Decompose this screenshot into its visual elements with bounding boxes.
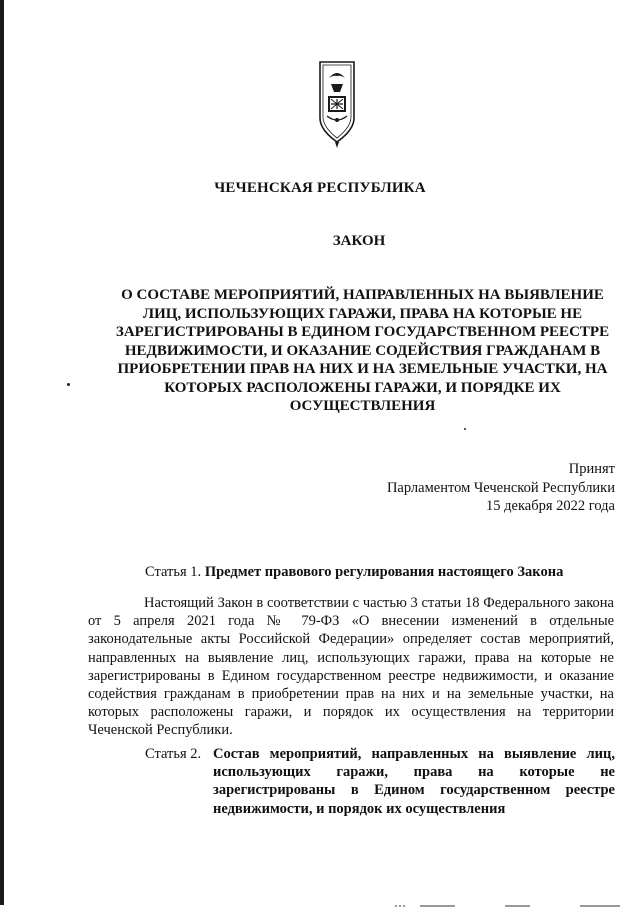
document-type: ЗАКОН <box>332 233 386 249</box>
adoption-block <box>387 460 615 516</box>
law-title: О СОСТАВЕ МЕРОПРИЯТИЙ, НАПРАВЛЕННЫХ НА ВЫЯВЛЕНИЕ ЛИЦ, ИСПОЛЬЗУЮЩИХ ГАРАЖИ, ПРАВА НА КОТОРЫЕ НЕ ЗАРЕГИСТРИРОВАНЫ В ЕДИНОМ ГОСУДАРСТВЕННОМ РЕЕСТРЕ НЕДВИЖИМОСТИ, И ОКАЗАНИЕ СОДЕЙСТВИЯ ГРАЖДАНАМ В ПРИОБРЕТЕНИИ ПРАВ НА НИХ И НА ЗЕМЕЛЬНЫЕ УЧАСТКИ, НА КОТОРЫХ РАСПОЛОЖЕНЫ ГАРАЖИ, И ПОРЯДКЕ ИХ ОСУЩЕСТВЛЕНИЯ <box>115 287 610 414</box>
coat-of-arms-icon <box>316 58 358 150</box>
scan-left-edge <box>0 0 4 905</box>
article1-label: Статья 1. <box>145 564 202 580</box>
adoption-date: 15 декабря 2022 года <box>486 498 615 514</box>
scan-speck <box>464 428 466 430</box>
article1-title: Предмет правового регулирования настоящего Закона <box>204 564 564 580</box>
article2-label: Статья 2. <box>145 746 202 762</box>
scan-bottom-marks <box>395 896 620 902</box>
article1-paragraph: Настоящий Закон в соответствии с частью 3 статьи 18 Федерального закона от 5 апреля 2021 года № 79-ФЗ «О внесении изменений в отдельные законодательные акты Российской Федерации» определяет состав мероприятий, направленных на выявление лиц, использующих гаражи, права на которые не зарегистрированы в Едином государственном реестре недвижимости, и оказание содействия гражданам в приобретении прав на них и на земельные участки, на которых расположены гаражи, и порядок их осуществления на территории Чеченской Республики. <box>88 595 614 739</box>
adoption-accepted: Принят <box>568 461 615 477</box>
article2-title: Состав мероприятий, направленных на выявление лиц, использующих гаражи, права на которые не зарегистрированы в Едином государственном реестре недвижимости, и порядок их осуществления <box>213 746 615 817</box>
republic-name: ЧЕЧЕНСКАЯ РЕСПУБЛИКА <box>214 180 426 196</box>
adoption-parliament: Парламентом Чеченской Республики <box>386 479 615 496</box>
article1-heading <box>145 564 563 581</box>
article1-body <box>88 594 614 740</box>
scan-speck <box>67 383 70 386</box>
